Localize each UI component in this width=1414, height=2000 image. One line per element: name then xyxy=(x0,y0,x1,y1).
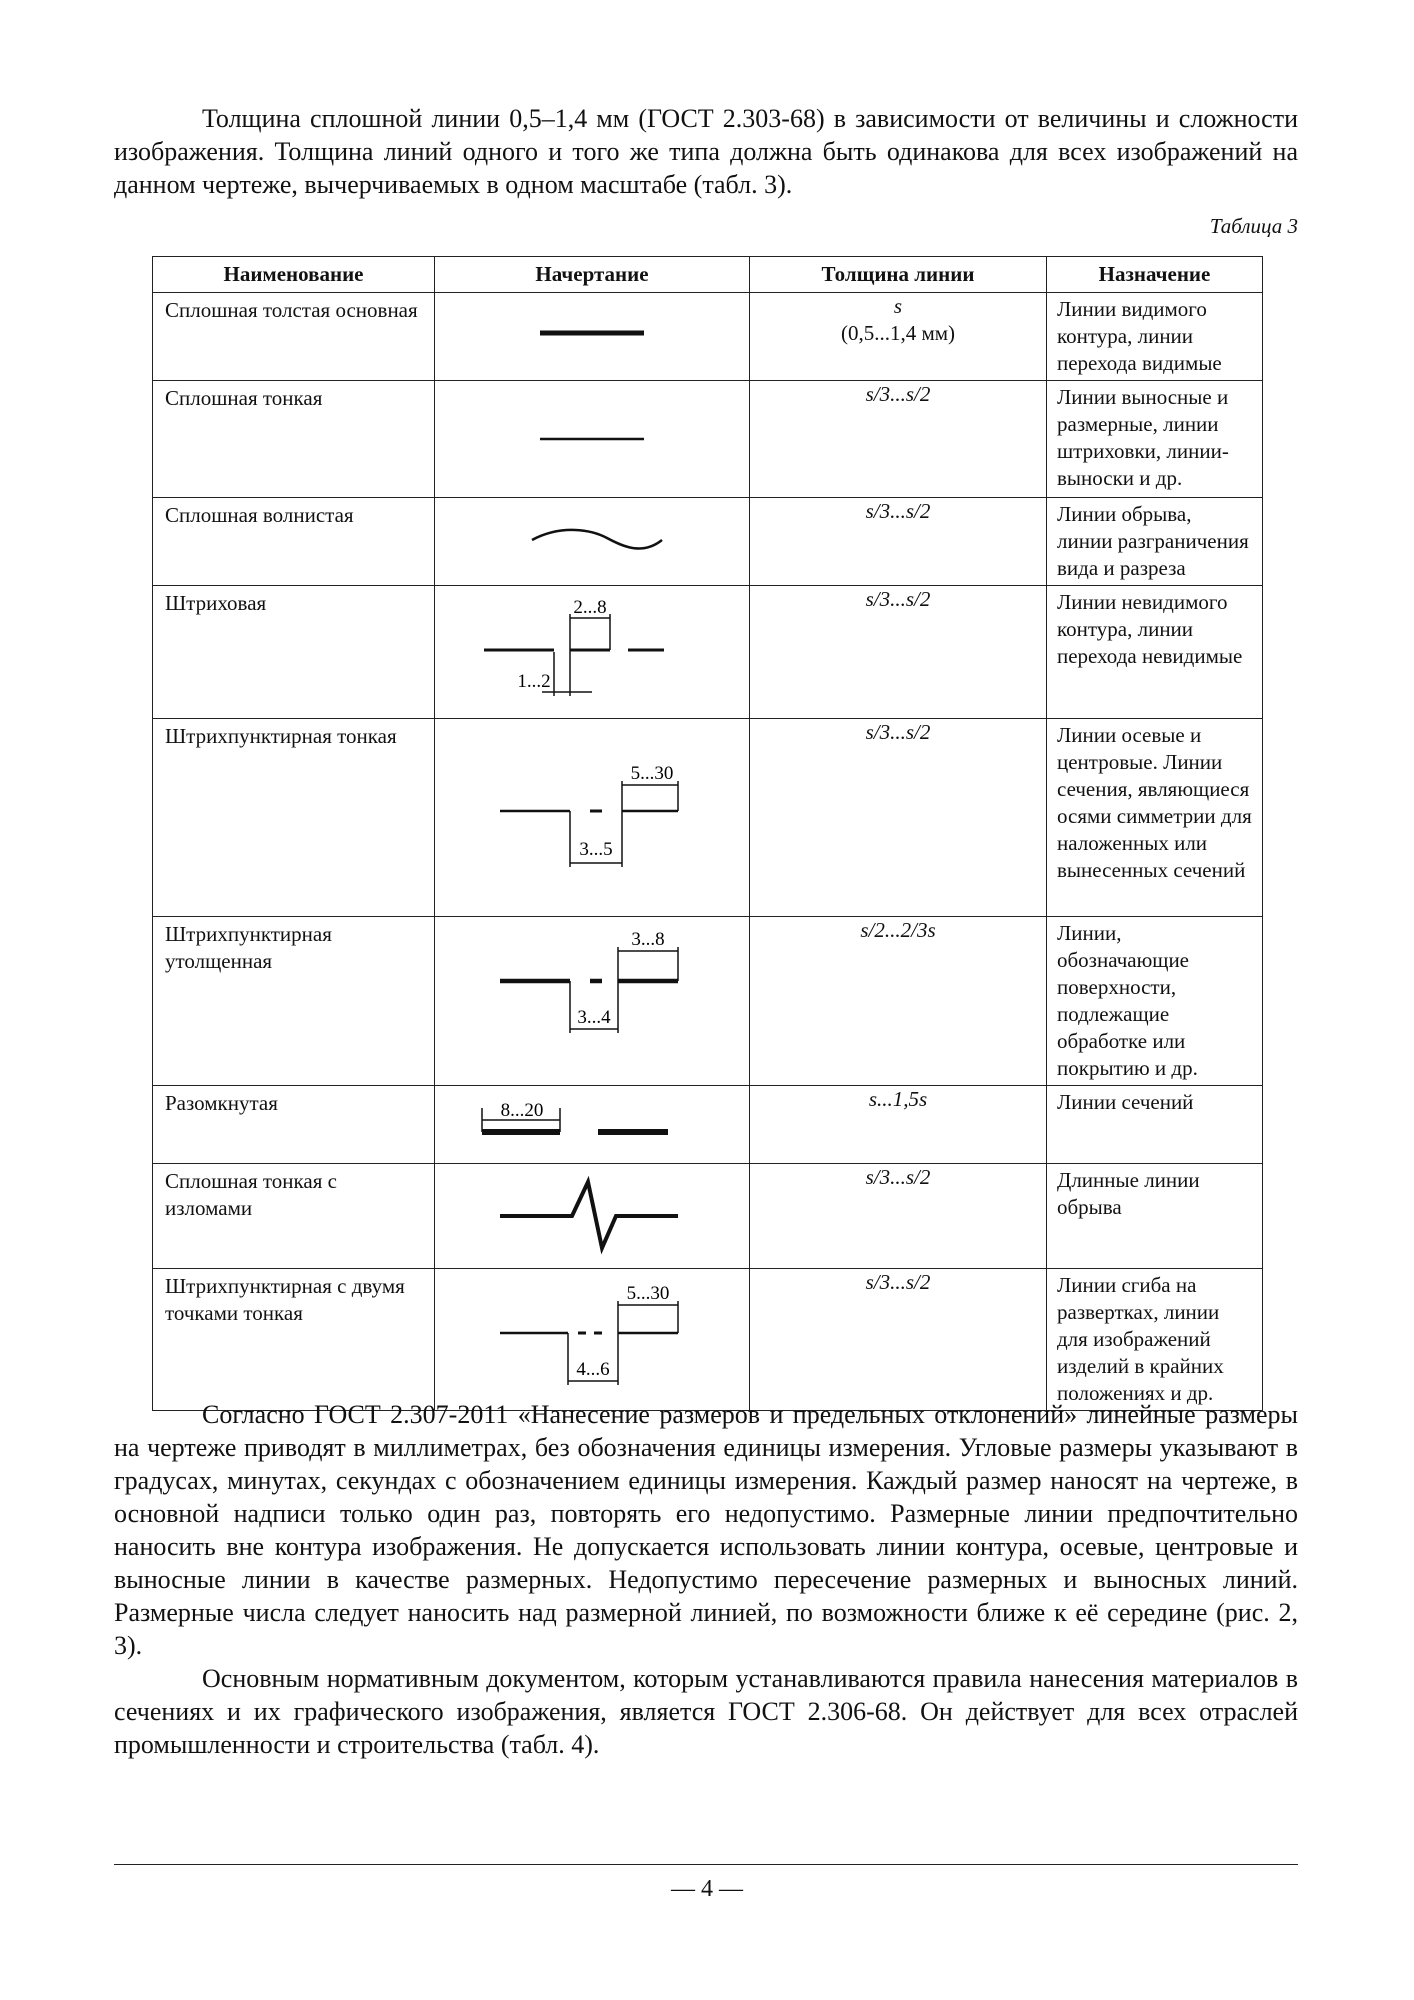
row-thickness: s/3...s/2 xyxy=(750,719,1047,917)
row-purpose: Линии сгиба на развертках, линии для изображений изделий в крайних положениях и др. xyxy=(1047,1269,1263,1411)
table-row xyxy=(153,293,1263,381)
table-row xyxy=(153,917,1263,1086)
row-thickness: s/2...2/3s xyxy=(750,917,1047,1086)
dash-two-dots-line-icon xyxy=(442,1269,742,1405)
paragraph-materials: Основным нормативным документом, которым устанавливаются правила нанесения материалов в сечениях и их графического изображения, является ГОСТ 2.306-68. Он действует для всех отраслей промышленности и строительства (табл. 4). xyxy=(114,1664,1298,1759)
row-thickness: s/3...s/2 xyxy=(750,498,1047,586)
table-caption: Таблица 3 xyxy=(1209,214,1298,238)
dim-bottom-label: 4...6 xyxy=(576,1359,610,1380)
footer-divider xyxy=(114,1864,1298,1865)
row-purpose: Линии невидимого контура, линии перехода невидимые xyxy=(1047,586,1263,719)
row-drawing xyxy=(435,1269,750,1411)
zigzag-line-icon xyxy=(442,1164,742,1264)
table-row xyxy=(153,1164,1263,1269)
header-purpose: Назначение xyxy=(1047,257,1263,293)
thickness-range: (0,5...1,4 мм) xyxy=(840,321,956,345)
row-drawing xyxy=(435,381,750,498)
header-name: Наименование xyxy=(153,257,435,293)
paragraph-dimensions: Согласно ГОСТ 2.307-2011 «Нанесение размеров и предельных отклонений» линейные размеры на чертеже приводят в миллиметрах, без обозначения единицы измерения. Угловые размеры указывают в градусах, минутах, секундах с обозначением единицы измерения. Каждый размер наносят на чертеже, в основной надписи только один раз, повторять его недопустимо. Размерные линии предпочтительно наносить вне контура изображения. Не допускается использовать линии контура, осевые, центровые и выносные линии в качестве размерных. Недопустимо пересечение размерных и выносных линий. Размерные числа следует наносить над размерной линией, по возможности ближе к её середине (рис. 2, 3). xyxy=(114,1400,1298,1660)
row-name: Сплошная толстая основная xyxy=(153,293,435,381)
row-drawing xyxy=(435,719,750,917)
row-purpose: Линии сечений xyxy=(1047,1086,1263,1164)
solid-thin-line-icon xyxy=(442,381,742,481)
line-types-table xyxy=(152,256,1263,1411)
wavy-line-icon xyxy=(442,498,742,578)
row-name: Штриховая xyxy=(153,586,435,719)
table-row xyxy=(153,381,1263,498)
dim-top-label: 2...8 xyxy=(573,597,607,618)
row-purpose: Линии осевые и центровые. Линии сечения, являющиеся осями симметрии для наложенных или вынесенных сечений xyxy=(1047,719,1263,917)
row-purpose: Линии видимого контура, линии перехода видимые xyxy=(1047,293,1263,381)
table-row xyxy=(153,1086,1263,1164)
row-thickness: s/3...s/2 xyxy=(750,1269,1047,1411)
header-drawing: Начертание xyxy=(435,257,750,293)
table-row xyxy=(153,719,1263,917)
dim-bottom-label: 1...2 xyxy=(517,671,551,692)
row-drawing xyxy=(435,293,750,381)
row-name: Разомкнутая xyxy=(153,1086,435,1164)
row-name: Сплошная тонкая xyxy=(153,381,435,498)
thickness-symbol: s xyxy=(893,294,903,318)
dim-top-label: 5...30 xyxy=(626,1283,670,1304)
row-name: Штрихпунктирная тонкая xyxy=(153,719,435,917)
intro-paragraph: Толщина сплошной линии 0,5–1,4 мм (ГОСТ 2.303-68) в зависимости от величины и сложности изображения. Толщина линий одного и того же типа должна быть одинакова для всех изображений на данном чертеже, вычерчиваемых в одном масштабе (табл. 3). xyxy=(114,104,1298,199)
header-thickness: Толщина линии xyxy=(750,257,1047,293)
dash-dot-thick-line-icon xyxy=(442,917,742,1053)
solid-thick-line-icon xyxy=(442,293,742,373)
dash-dot-thin-line-icon xyxy=(442,719,742,909)
row-purpose: Линии, обозначающие поверхности, подлежащие обработке или покрытию и др. xyxy=(1047,917,1263,1086)
row-thickness: s/3...s/2 xyxy=(750,1164,1047,1269)
row-thickness xyxy=(750,293,1047,381)
table-header-row xyxy=(153,257,1263,293)
table-row xyxy=(153,498,1263,586)
row-drawing xyxy=(435,917,750,1086)
row-thickness: s/3...s/2 xyxy=(750,381,1047,498)
open-line-icon xyxy=(442,1086,742,1160)
row-drawing xyxy=(435,586,750,719)
table-row xyxy=(153,1269,1263,1411)
row-drawing xyxy=(435,1086,750,1164)
row-purpose: Линии обрыва, линии разграничения вида и разреза xyxy=(1047,498,1263,586)
row-name: Штрихпунктирная утолщенная xyxy=(153,917,435,1086)
row-name: Штрихпунктирная с двумя точками тонкая xyxy=(153,1269,435,1411)
row-purpose: Длинные линии обрыва xyxy=(1047,1164,1263,1269)
page-number: — 4 — xyxy=(671,1876,743,1902)
row-name: Сплошная волнистая xyxy=(153,498,435,586)
row-thickness: s/3...s/2 xyxy=(750,586,1047,719)
dim-bottom-label: 3...4 xyxy=(577,1007,611,1028)
row-thickness: s...1,5s xyxy=(750,1086,1047,1164)
dim-top-label: 5...30 xyxy=(630,763,674,784)
row-purpose: Линии выносные и размерные, линии штриховки, линии-выноски и др. xyxy=(1047,381,1263,498)
dashed-line-icon xyxy=(442,586,742,714)
row-name: Сплошная тонкая с изломами xyxy=(153,1164,435,1269)
dim-bottom-label: 3...5 xyxy=(579,839,613,860)
dim-top-label: 8...20 xyxy=(500,1100,544,1121)
dim-top-label: 3...8 xyxy=(631,929,665,950)
row-drawing xyxy=(435,1164,750,1269)
table-row xyxy=(153,586,1263,719)
row-drawing xyxy=(435,498,750,586)
